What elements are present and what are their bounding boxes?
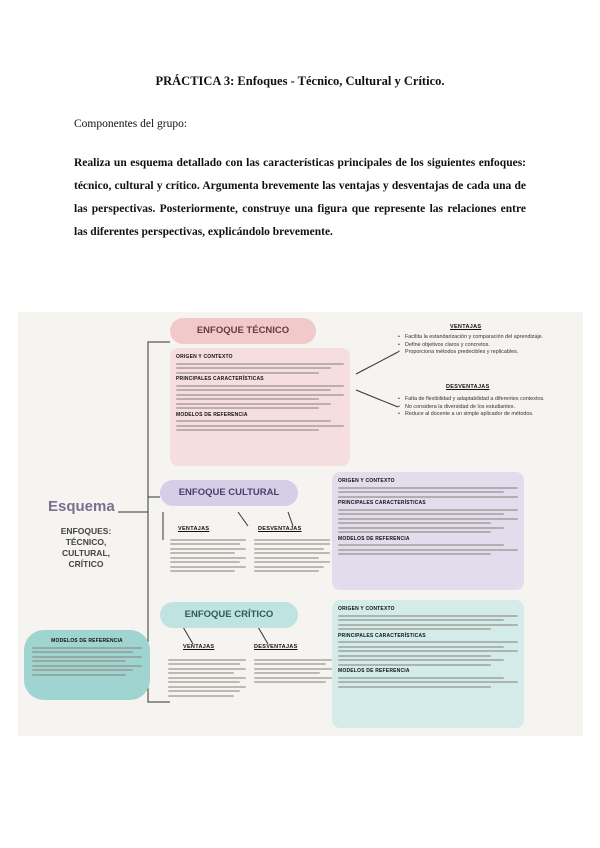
- tecnico-origen-heading: ORIGEN Y CONTEXTO: [176, 354, 233, 360]
- cultural-caracteristicas-heading: PRINCIPALES CARACTERÍSTICAS: [338, 500, 426, 506]
- esquema-title: Esquema: [48, 498, 115, 515]
- document-title: PRÁCTICA 3: Enfoques - Técnico, Cultural y Crítico.: [155, 74, 445, 88]
- critico-ventajas-text: [166, 654, 248, 722]
- cultural-desventajas-text: [252, 534, 332, 594]
- critico-modelos-box-heading: MODELOS DE REFERENCIA: [51, 638, 123, 644]
- instructions-paragraph: Realiza un esquema detallado con las características principales de los siguientes enfoques: técnico, cultural y crítico. Argumenta brevemente las ventajas y desventajas de cada una de las perspectivas. Posteriormente, construye una figura que represente las relaciones entre las diferentes perspectivas, explicándolo brevemente.: [74, 157, 526, 238]
- tecnico-desventajas-list: [398, 396, 573, 419]
- cultural-modelos-heading: MODELOS DE REFERENCIA: [338, 535, 410, 542]
- tecnico-info-box: [170, 348, 350, 466]
- enfoque-cultural-pill: ENFOQUE CULTURAL: [160, 480, 298, 506]
- esquema-subtitle: ENFOQUES: TÉCNICO, CULTURAL, CRÍTICO: [60, 526, 112, 569]
- list-item: • Falta de flexibilidad y adaptabilidad a diferentes contextos.: [398, 396, 573, 404]
- cultural-ventajas-label: VENTAJAS: [178, 526, 210, 532]
- tecnico-ventajas-list: [398, 334, 573, 357]
- tecnico-caracteristicas-heading: PRINCIPALES CARACTERÍSTICAS: [176, 376, 264, 382]
- tecnico-ventajas-label: VENTAJAS: [450, 324, 482, 330]
- list-item: • Proporciona métodos predecibles y replicables.: [398, 349, 573, 357]
- critico-modelos-heading: MODELOS DE REFERENCIA: [338, 668, 410, 674]
- tecnico-modelos-heading: MODELOS DE REFERENCIA: [176, 411, 248, 418]
- critico-caracteristicas-heading: PRINCIPALES CARACTERÍSTICAS: [338, 632, 426, 639]
- concept-map-figure: [18, 312, 583, 736]
- tecnico-desventajas-label: DESVENTAJAS: [446, 384, 490, 390]
- list-item: • Define objetivos claros y concretos.: [398, 342, 573, 350]
- cultural-info-box: [332, 472, 524, 590]
- critico-origen-heading: ORIGEN Y CONTEXTO: [338, 606, 395, 612]
- enfoque-critico-pill: ENFOQUE CRÍTICO: [160, 602, 298, 628]
- critico-modelos-box: [24, 630, 150, 700]
- list-item: • No considera la diversidad de los estudiantes.: [398, 404, 573, 412]
- cultural-ventajas-text: [168, 534, 248, 594]
- critico-desventajas-text: [252, 654, 334, 704]
- list-item: • Reduce al docente a un simple aplicador de métodos.: [398, 411, 573, 419]
- cultural-origen-heading: ORIGEN Y CONTEXTO: [338, 478, 395, 484]
- critico-desventajas-label: DESVENTAJAS: [254, 644, 298, 650]
- enfoque-tecnico-pill: ENFOQUE TÉCNICO: [170, 318, 316, 344]
- list-item: • Facilita la estandarización y comparación del aprendizaje.: [398, 334, 573, 342]
- critico-info-box: [332, 600, 524, 728]
- critico-ventajas-label: VENTAJAS: [183, 644, 215, 650]
- cultural-desventajas-label: DESVENTAJAS: [258, 526, 302, 532]
- group-label: Componentes del grupo:: [74, 118, 188, 130]
